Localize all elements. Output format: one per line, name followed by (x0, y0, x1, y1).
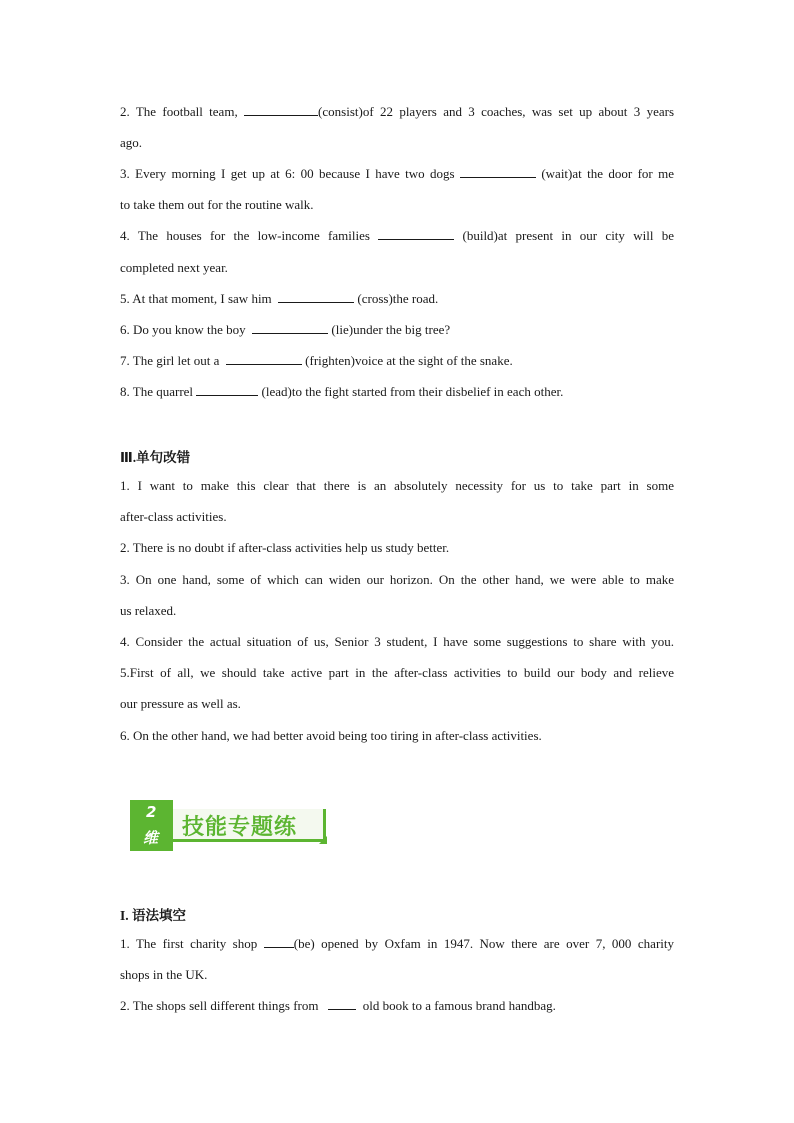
grammar-q2: 2. The shops sell different things from old book to a famous brand handbag. (120, 998, 556, 1013)
correction-item-2: 2. There is no doubt if after-class activities help us study better. (120, 540, 450, 555)
correction-item-5-line2: our pressure as well as. (120, 696, 241, 711)
section-heading-grammar-fill: I. 语法填空 (120, 908, 187, 923)
grammar-q1-line2: shops in the UK. (120, 967, 208, 982)
badge-number: 2 (146, 803, 157, 821)
exercise-q3-line2: to take them out for the routine walk. (120, 197, 314, 212)
answer-blank[interactable] (278, 291, 354, 303)
exercise-q5: 5. At that moment, I saw him (cross)the road. (120, 291, 439, 306)
exercise-q2-line1: 2. The football team, (consist)of 22 players and 3 coaches, was set up about 3 years (120, 104, 675, 119)
exercise-q8: 8. The quarrel (lead)to the fight started from their disbelief in each other. (120, 384, 564, 399)
correction-item-3-line1: 3. On one hand, some of which can widen our horizon. On the other hand, we were able to make (120, 572, 674, 587)
correction-item-1-line2: after-class activities. (120, 509, 227, 524)
correction-item-6: 6. On the other hand, we had better avoid being too tiring in after-class activities. (120, 728, 542, 743)
banner-title: 技能专题练 (182, 815, 298, 840)
correction-item-1-line1: 1. I want to make this clear that there is an absolutely necessity for us to take part in some (120, 478, 674, 493)
answer-blank[interactable] (264, 936, 294, 948)
exercise-q3-line1: 3. Every morning I get up at 6: 00 because I have two dogs (wait)at the door for me (120, 166, 675, 181)
correction-item-3-line2: us relaxed. (120, 603, 177, 618)
answer-blank[interactable] (196, 384, 258, 396)
skills-practice-banner (130, 800, 326, 852)
section-heading-error-correction: Ⅲ.单句改错 (120, 450, 191, 465)
exercise-q4-line2: completed next year. (120, 260, 228, 275)
corner-tick-icon (319, 836, 327, 844)
answer-blank[interactable] (378, 228, 454, 240)
exercise-q7: 7. The girl let out a (frighten)voice at the sight of the snake. (120, 353, 513, 368)
answer-blank[interactable] (328, 998, 356, 1010)
correction-item-5-line1: 5.First of all, we should take active part in the after-class activities to build our body and relieve (120, 665, 674, 680)
correction-item-4: 4. Consider the actual situation of us, Senior 3 student, I have some suggestions to share with you. (120, 634, 674, 649)
answer-blank[interactable] (252, 322, 328, 334)
exercise-q6: 6. Do you know the boy (lie)under the big tree? (120, 322, 451, 337)
exercise-q4-line1: 4. The houses for the low-income families (build)at present in our city will be (120, 228, 675, 243)
banner-title-box (173, 809, 326, 842)
dimension-badge (130, 800, 173, 851)
answer-blank[interactable] (226, 353, 302, 365)
exercise-q2-line2: ago. (120, 135, 143, 150)
answer-blank[interactable] (460, 166, 536, 178)
grammar-q1-line1: 1. The first charity shop (be) opened by Oxfam in 1947. Now there are over 7, 000 charity (120, 936, 675, 951)
badge-label: 维 (143, 829, 159, 847)
answer-blank[interactable] (244, 104, 318, 116)
